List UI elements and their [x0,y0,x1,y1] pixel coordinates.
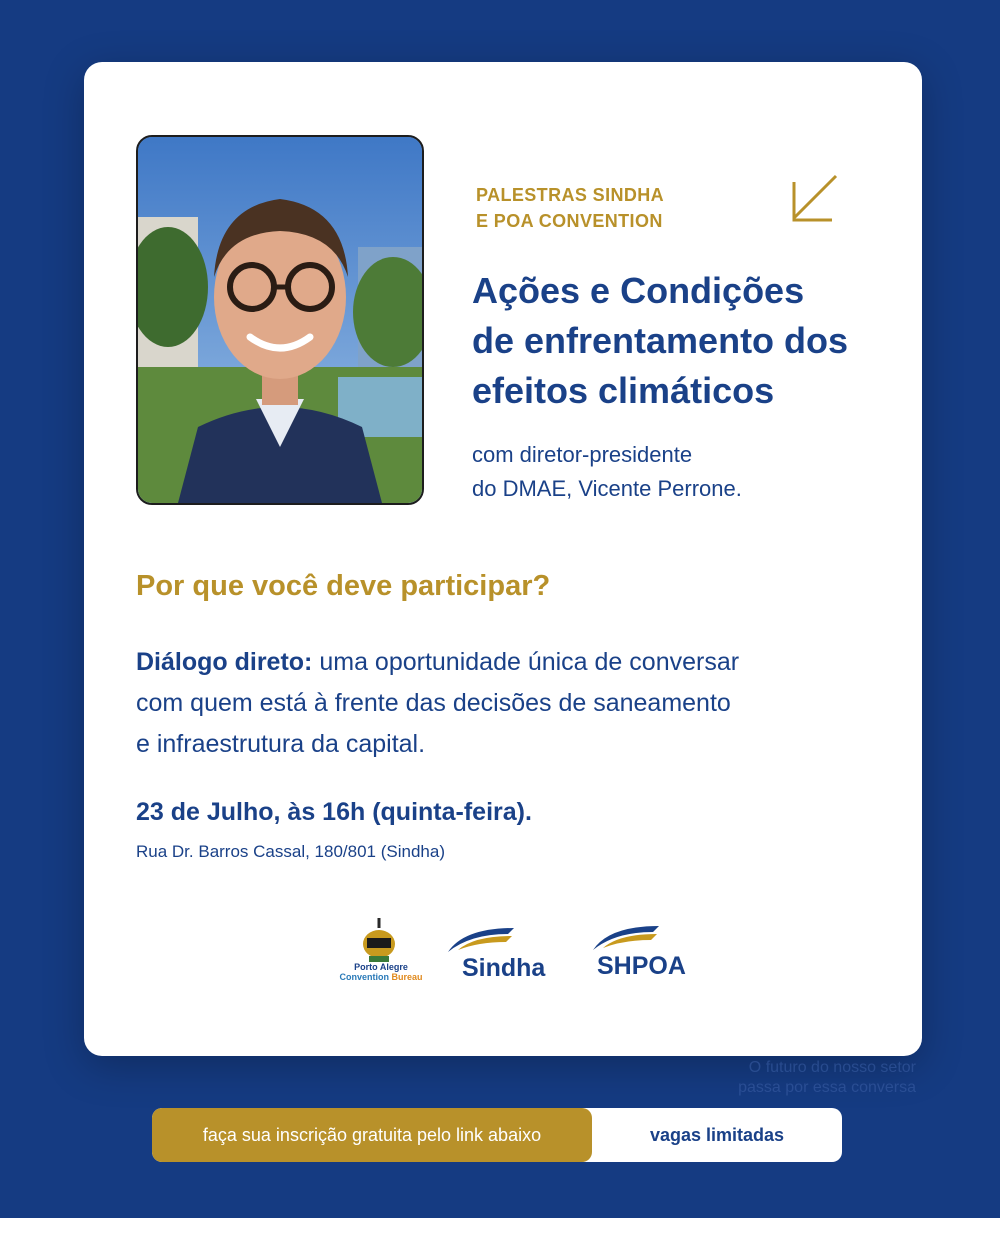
event-speaker [472,438,892,506]
arrow-down-left-icon [784,168,846,230]
poa-logo-bureau: Bureau [391,972,423,982]
poa-logo-line-1: Porto Alegre [354,962,408,972]
sindha-logo-text: Sindha [462,954,546,982]
partner-logos [339,912,699,992]
poa-convention-logo [339,916,423,990]
speaker-photo [136,135,424,505]
poa-emblem-icon [339,916,419,964]
event-title [472,266,902,416]
description-line-3: e infraestrutura da capital. [136,730,426,758]
poa-logo-convention: Convention [339,972,389,982]
tag-line-2: E POA CONVENTION [476,211,663,231]
registration-banner[interactable] [152,1108,842,1162]
title-line-3: efeitos climáticos [472,370,775,411]
sindha-logo [444,924,554,984]
description-line-1 [136,642,876,683]
shpoa-logo [589,922,699,982]
description-line-1-text: uma oportunidade única de conversar [312,648,740,676]
event-card [84,62,922,1056]
shpoa-logo-text: SHPOA [597,952,686,980]
register-free-button[interactable]: faça sua inscrição gratuita pelo link abaixo [152,1108,592,1162]
tag-line-1: PALESTRAS SINDHA [476,185,665,205]
description-line-2: com quem está à frente das decisões de saneamento [136,689,731,717]
event-series-tag [476,182,664,234]
speaker-line-2: do DMAE, Vicente Perrone. [472,476,742,501]
shpoa-swoosh-icon [589,922,669,952]
faded-tagline [706,1058,916,1098]
event-date: 23 de Julho, às 16h (quinta-feira). [136,798,532,826]
title-line-1: Ações e Condições [472,270,805,311]
description-lead: Diálogo direto: [136,648,313,676]
faded-tagline-line-1: O futuro do nosso setor [748,1059,916,1076]
poa-logo-line-2 [339,972,423,982]
speaker-line-1: com diretor-presidente [472,442,693,467]
limited-spots-label: vagas limitadas [649,1125,785,1145]
event-address: Rua Dr. Barros Cassal, 180/801 (Sindha) [136,842,445,861]
sindha-swoosh-icon [444,924,524,954]
faded-tagline-line-2: passa por essa conversa [738,1079,916,1096]
why-description [136,642,876,765]
title-line-2: de enfrentamento dos [472,320,849,361]
why-heading: Por que você deve participar? [136,570,551,602]
